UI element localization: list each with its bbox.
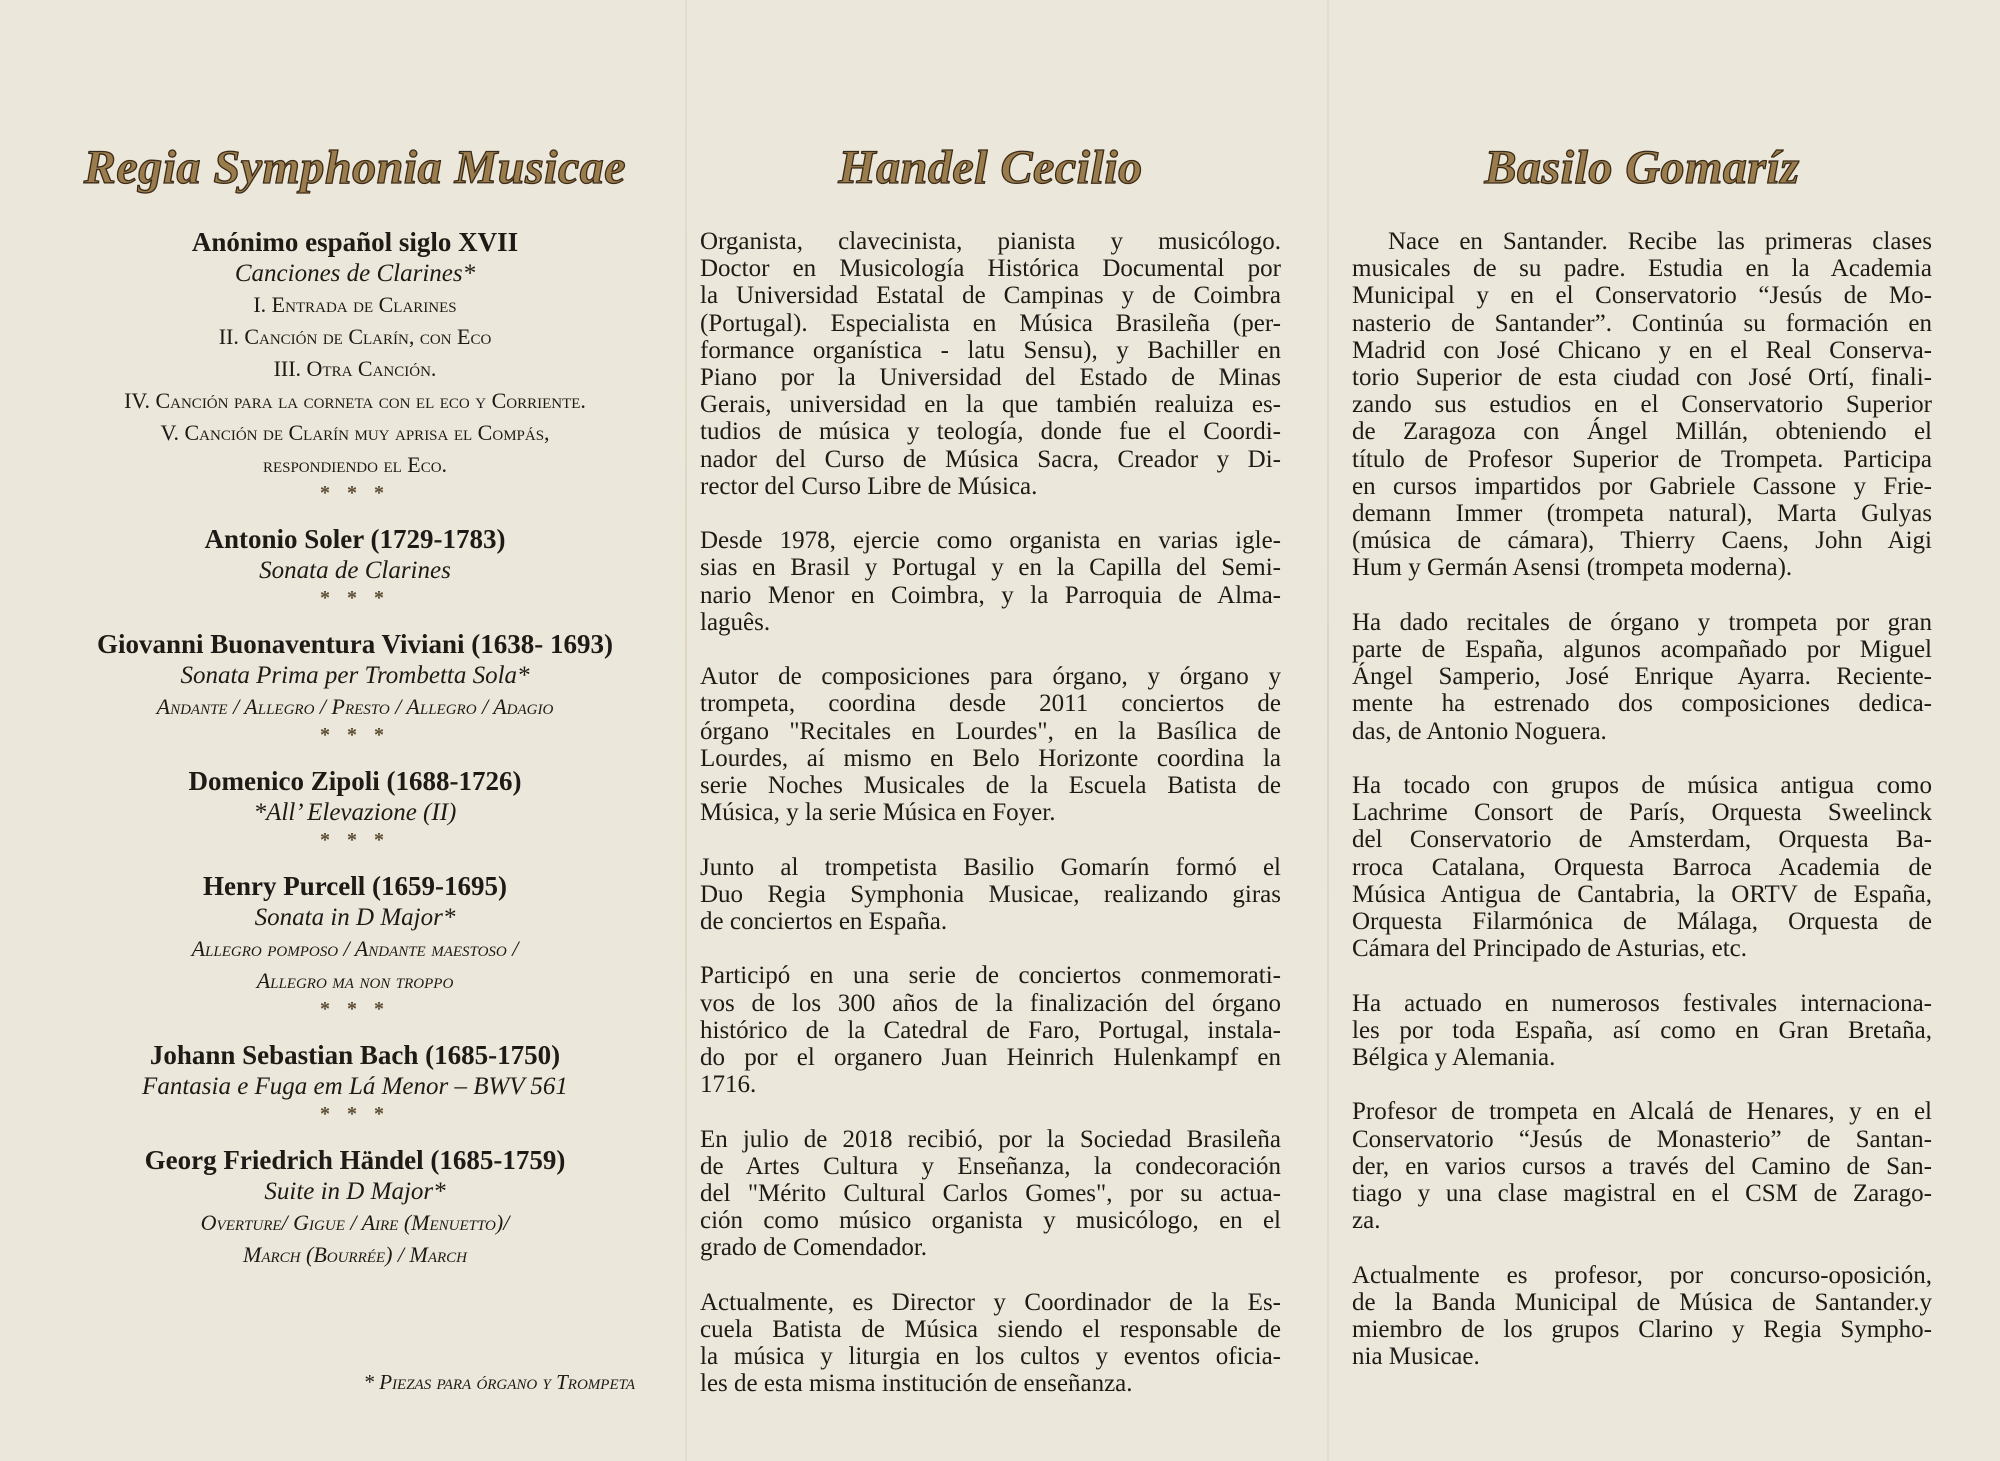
text-line: título de Profesor Superior de Trompeta. Participa bbox=[1352, 445, 1932, 473]
work-title: Sonata de Clarines bbox=[259, 557, 451, 584]
program-list bbox=[40, 226, 670, 1289]
text-line: les de esta misma institución de enseñanza. bbox=[700, 1370, 1133, 1398]
separator-stars: * * * bbox=[320, 1103, 390, 1125]
text-line: Actualmente es profesor, por concurso-oposición, bbox=[1352, 1261, 1932, 1289]
text-line: (música de cámara), Thierry Caens, John Aigi bbox=[1352, 527, 1932, 555]
text-line: zando sus estudios en el Conservatorio Superior bbox=[1352, 391, 1932, 419]
bio-paragraph bbox=[1352, 990, 1932, 1072]
composer-name: Anónimo español siglo XVII bbox=[191, 227, 519, 257]
text-line: tiago y una clase magistral en el CSM de Zarago- bbox=[1352, 1180, 1932, 1208]
composer-name: Antonio Soler (1729-1783) bbox=[204, 524, 506, 554]
work-title: Fantasia e Fuga em Lá Menor – BWV 561 bbox=[142, 1073, 568, 1100]
composer-name: Giovanni Buonaventura Viviani (1638- 1693) bbox=[96, 629, 614, 659]
text-line: nario Menor en Coimbra, y la Parroquia de Alma- bbox=[700, 581, 1281, 609]
movement-line: V. Canción de Clarín muy aprisa el Compás, bbox=[160, 420, 550, 445]
program-footnote: * Piezas para órgano y Trompeta bbox=[363, 1370, 635, 1394]
composer-name: Henry Purcell (1659-1695) bbox=[203, 871, 507, 901]
text-line: de la Banda Municipal de Música de Santander.y bbox=[1352, 1288, 1932, 1316]
text-line: Música, y la serie Música en Foyer. bbox=[700, 799, 1056, 827]
movement-line: IV. Canción para la corneta con el eco y Corriente. bbox=[124, 388, 586, 413]
text-line: nasterio de Santander”. Continúa su formación en bbox=[1352, 309, 1932, 337]
bio-paragraph bbox=[700, 228, 1281, 500]
basilo-title: Basilo Gomaríz bbox=[1484, 141, 1800, 194]
bio-paragraph bbox=[700, 527, 1281, 636]
text-line: histórico de la Catedral de Faro, Portugal, instala- bbox=[700, 1016, 1281, 1044]
text-line: parte de España, algunos acompañado por Miguel bbox=[1352, 636, 1932, 664]
text-line: Cámara del Principado de Asturias, etc. bbox=[1352, 935, 1748, 963]
bio-paragraph bbox=[700, 1126, 1281, 1262]
text-line: de conciertos en España. bbox=[700, 908, 948, 936]
text-line: Gerais, universidad en la que también realuiza es- bbox=[700, 391, 1281, 419]
bio-paragraph bbox=[1352, 609, 1932, 745]
text-line: Profesor de trompeta en Alcalá de Henares, y en el bbox=[1352, 1098, 1932, 1126]
work-title: *All’ Elevazione (II) bbox=[253, 799, 457, 826]
separator-stars: * * * bbox=[320, 482, 390, 504]
text-line: órgano "Recitales en Lourdes", en la Basílica de bbox=[700, 717, 1281, 745]
text-line: laguês. bbox=[700, 608, 771, 636]
basilo-bio bbox=[1352, 228, 1932, 1398]
movement-line: II. Canción de Clarín, con Eco bbox=[218, 324, 492, 349]
movement-line: March (Bourrée) / March bbox=[243, 1242, 467, 1267]
text-line: tudios de música y teología, donde fue el Coordi- bbox=[700, 418, 1281, 446]
text-line: 1716. bbox=[700, 1071, 757, 1099]
text-line: Actualmente, es Director y Coordinador de la Es- bbox=[700, 1288, 1281, 1316]
text-line: torio Superior de esta ciudad con José Ortí, finali- bbox=[1352, 364, 1932, 392]
work-title: Canciones de Clarines* bbox=[234, 260, 476, 287]
text-line: nia Musicae. bbox=[1352, 1343, 1480, 1371]
fold-line bbox=[685, 0, 687, 1461]
text-line: Hum y Germán Asensi (trompeta moderna). bbox=[1352, 554, 1793, 582]
program-piece bbox=[40, 1039, 670, 1126]
movement-line: Allegro ma non troppo bbox=[256, 968, 454, 993]
fold-line bbox=[1327, 0, 1329, 1461]
movement-line: III. Otra Canción. bbox=[273, 356, 437, 381]
text-line: vos de los 300 años de la finalización del órgano bbox=[700, 989, 1281, 1017]
handel-title: Handel Cecilio bbox=[838, 141, 1143, 194]
movement-line: I. Entrada de Clarines bbox=[253, 292, 457, 317]
text-line: ción como músico organista y musicólogo, en el bbox=[700, 1207, 1281, 1235]
text-line: Participó en una serie de conciertos conmemorati- bbox=[700, 962, 1281, 990]
text-line: Junto al trompetista Basilio Gomarín formó el bbox=[700, 853, 1281, 881]
text-line: Piano por la Universidad del Estado de Minas bbox=[700, 364, 1281, 392]
bio-paragraph bbox=[700, 1289, 1281, 1398]
text-line: Ha actuado en numerosos festivales internaciona- bbox=[1352, 989, 1932, 1017]
composer-name: Georg Friedrich Händel (1685-1759) bbox=[144, 1145, 566, 1175]
text-line: Ángel Samperio, José Enrique Ayarra. Reciente- bbox=[1352, 663, 1932, 691]
text-line: der, en varios cursos a través del Camino de San- bbox=[1352, 1152, 1932, 1180]
program-title: Regia Symphonia Musicae bbox=[83, 141, 627, 194]
text-line: Desde 1978, ejercie como organista en varias igle- bbox=[700, 527, 1281, 555]
text-line: les por toda España, así como en Gran Bretaña, bbox=[1352, 1016, 1932, 1044]
work-title: Sonata Prima per Trombetta Sola* bbox=[180, 662, 530, 689]
text-line: do por el organero Juan Heinrich Hulenkampf en bbox=[700, 1044, 1281, 1072]
text-line: de Artes Cultura y Enseñanza, la condecoración bbox=[700, 1152, 1281, 1180]
bio-paragraph bbox=[1352, 1098, 1932, 1234]
movement-line: Andante / Allegro / Presto / Allegro / Adagio bbox=[156, 694, 554, 719]
text-line: Ha tocado con grupos de música antigua como bbox=[1352, 772, 1932, 800]
text-line: serie Noches Musicales de la Escuela Batista de bbox=[700, 772, 1281, 800]
text-line: demann Immer (trompeta natural), Marta Gulyas bbox=[1352, 500, 1932, 528]
bio-paragraph bbox=[1352, 772, 1932, 962]
text-line: rroca Catalana, Orquesta Barroca Academia de bbox=[1352, 853, 1932, 881]
text-line: del "Mérito Cultural Carlos Gomes", por su actua- bbox=[700, 1180, 1281, 1208]
text-line: das, de Antonio Noguera. bbox=[1352, 717, 1607, 745]
text-line: en cursos impartidos por Gabriele Cassone y Frie- bbox=[1352, 472, 1932, 500]
separator-stars: * * * bbox=[320, 998, 390, 1020]
program-piece bbox=[40, 628, 670, 747]
text-line: mente ha estrenado dos composiciones dedica- bbox=[1352, 690, 1932, 718]
text-line: Lourdes, aí mismo en Belo Horizonte coordina la bbox=[700, 744, 1281, 772]
bio-paragraph bbox=[1352, 1262, 1932, 1371]
bio-paragraph bbox=[700, 854, 1281, 936]
text-line: Conservatorio “Jesús de Monasterio” de Santan- bbox=[1352, 1125, 1932, 1153]
work-title: Sonata in D Major* bbox=[254, 904, 456, 931]
program-piece bbox=[40, 523, 670, 610]
text-line: Autor de composiciones para órgano, y órgano y bbox=[700, 663, 1281, 691]
bio-paragraph bbox=[700, 663, 1281, 826]
text-line: miembro de los grupos Clarino y Regia Sympho- bbox=[1352, 1316, 1932, 1344]
separator-stars: * * * bbox=[320, 829, 390, 851]
text-line: Municipal y en el Conservatorio “Jesús de Mo- bbox=[1352, 282, 1932, 310]
text-line: la Universidad Estatal de Campinas y de Coimbra bbox=[700, 282, 1281, 310]
text-line: Madrid con José Chicano y en el Real Conserva- bbox=[1352, 336, 1932, 364]
movement-line: Overture/ Gigue / Aire (Menuetto)/ bbox=[200, 1210, 510, 1235]
text-line: za. bbox=[1352, 1207, 1381, 1235]
program-piece bbox=[40, 226, 670, 505]
handel-bio bbox=[700, 228, 1281, 1425]
separator-stars: * * * bbox=[320, 724, 390, 746]
bio-paragraph bbox=[1352, 228, 1932, 582]
separator-stars: * * * bbox=[320, 587, 390, 609]
program-piece bbox=[40, 1144, 670, 1271]
text-line: Bélgica y Alemania. bbox=[1352, 1044, 1556, 1072]
text-line: (Portugal). Especialista en Música Brasileña (per- bbox=[700, 309, 1281, 337]
movement-line: respondiendo el Eco. bbox=[262, 452, 448, 477]
bio-paragraph bbox=[700, 962, 1281, 1098]
composer-name: Domenico Zipoli (1688-1726) bbox=[188, 766, 522, 796]
text-line: cuela Batista de Música siendo el responsable de bbox=[700, 1316, 1281, 1344]
text-line: rector del Curso Libre de Música. bbox=[700, 472, 1038, 500]
text-line: musicales de su padre. Estudia en la Academia bbox=[1352, 255, 1932, 283]
text-line: nador del Curso de Música Sacra, Creador y Di- bbox=[700, 445, 1281, 473]
text-line: Duo Regia Symphonia Musicae, realizando giras bbox=[700, 880, 1281, 908]
program-piece bbox=[40, 765, 670, 852]
text-line: Nace en Santander. Recibe las primeras clases bbox=[1388, 228, 1932, 255]
text-line: trompeta, coordina desde 2011 conciertos de bbox=[700, 690, 1281, 718]
text-line: sias en Brasil y Portugal y en la Capilla del Semi- bbox=[700, 554, 1281, 582]
work-title: Suite in D Major* bbox=[264, 1178, 446, 1205]
text-line: Lachrime Consort de París, Orquesta Sweelinck bbox=[1352, 799, 1932, 827]
text-line: Música Antigua de Cantabria, la ORTV de España, bbox=[1352, 880, 1932, 908]
composer-name: Johann Sebastian Bach (1685-1750) bbox=[149, 1040, 561, 1070]
text-line: Doctor en Musicología Histórica Documental por bbox=[700, 255, 1281, 283]
text-line: del Conservatorio de Amsterdam, Orquesta Ba- bbox=[1352, 826, 1932, 854]
movement-line: Allegro pomposo / Andante maestoso / bbox=[191, 936, 519, 961]
text-line: Ha dado recitales de órgano y trompeta por gran bbox=[1352, 608, 1932, 636]
text-line: En julio de 2018 recibió, por la Sociedad Brasileña bbox=[700, 1125, 1281, 1153]
text-line: de Zaragoza con Ángel Millán, obteniendo el bbox=[1352, 418, 1932, 446]
text-line: Organista, clavecinista, pianista y musicólogo. bbox=[700, 228, 1281, 255]
program-piece bbox=[40, 870, 670, 1021]
text-line: formance organística - latu Sensu), y Bachiller en bbox=[700, 336, 1281, 364]
text-line: Orquesta Filarmónica de Málaga, Orquesta de bbox=[1352, 908, 1932, 936]
text-line: grado de Comendador. bbox=[700, 1234, 928, 1262]
text-line: la música y liturgia en los cultos y eventos oficia- bbox=[700, 1343, 1281, 1371]
